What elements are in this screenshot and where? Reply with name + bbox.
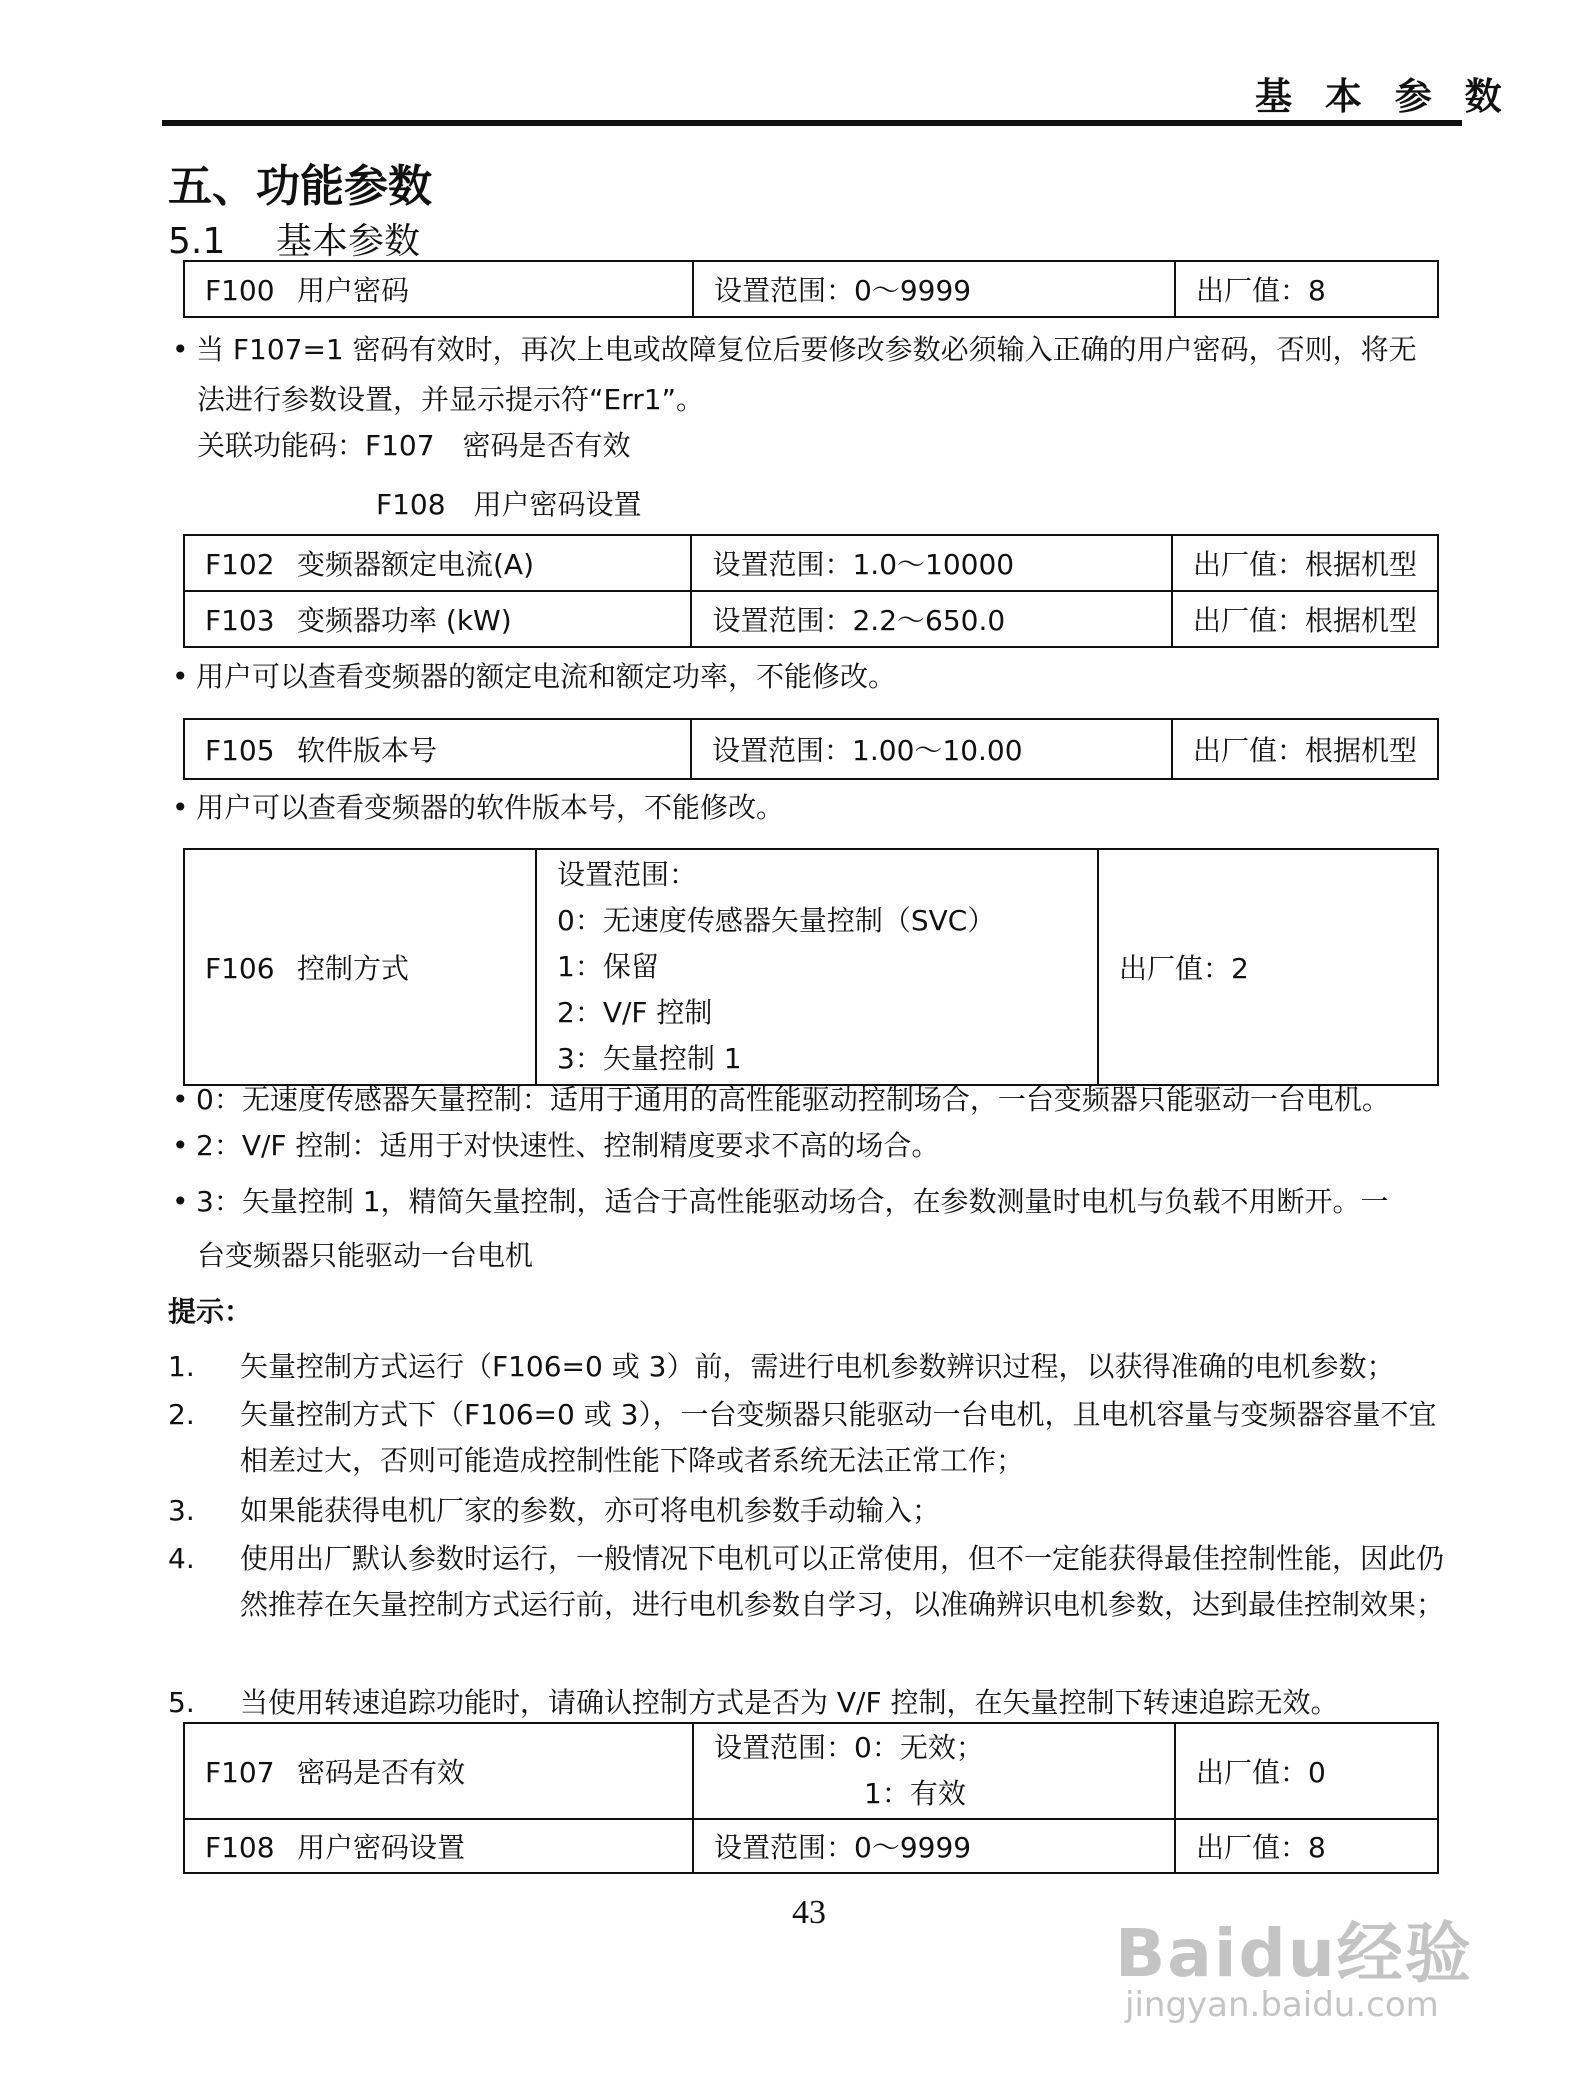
param-default: 出厂值：2: [1098, 849, 1438, 1085]
param-name-cell: [184, 719, 691, 779]
table-row: [184, 261, 1438, 317]
param-default: 出厂值：根据机型: [1172, 535, 1438, 591]
header-divider: [162, 120, 1462, 126]
tip-text: 矢量控制方式下（F106=0 或 3），一台变频器只能驱动一台电机，且电机容量与变频器容量不宜相差过大，否则可能造成控制性能下降或者系统无法正常工作；: [240, 1398, 1437, 1477]
note-text: 用户可以查看变频器的额定电流和额定功率，不能修改。: [196, 660, 897, 693]
tip-text: 如果能获得电机厂家的参数，亦可将电机参数手动输入；: [240, 1494, 941, 1527]
tip-item: [168, 1536, 1458, 1628]
note-f102: • 用户可以查看变频器的额定电流和额定功率，不能修改。: [172, 660, 897, 693]
param-table-f107-f108: [183, 1722, 1439, 1874]
param-code: F108: [205, 1831, 275, 1864]
table-row: [184, 1723, 1438, 1819]
note-text: 3：矢量控制 1，精简矢量控制，适合于高性能驱动场合，在参数测量时电机与负载不用断开。一: [196, 1185, 1389, 1218]
note-f100-line2: 法进行参数设置，并显示提示符“Err1”。: [197, 383, 705, 416]
section-title: 基本参数: [276, 221, 421, 262]
param-range: 设置范围：0～9999: [693, 1819, 1175, 1873]
tip-number: 2.: [168, 1398, 195, 1431]
param-code: F103: [205, 604, 275, 637]
param-table-f102-f103: [183, 534, 1439, 648]
chapter-title: 五、功能参数: [168, 161, 432, 212]
param-name: 软件版本号: [297, 734, 438, 767]
param-code: F105: [205, 734, 275, 767]
note-text: 0：无速度传感器矢量控制：适用于通用的高性能驱动控制场合，一台变频器只能驱动一台电机。: [196, 1083, 1390, 1116]
param-table-f100: [183, 260, 1439, 318]
note-f106-mode3: • 3：矢量控制 1，精简矢量控制，适合于高性能驱动场合，在参数测量时电机与负载不用断开。一: [172, 1185, 1389, 1218]
param-name: 变频器额定电流(A): [297, 548, 535, 581]
param-code: F106: [205, 952, 275, 985]
param-range: 设置范围：1.0～10000: [691, 535, 1172, 591]
tip-number: 1.: [168, 1350, 195, 1383]
tip-item: [168, 1344, 1458, 1390]
param-name-cell: [184, 591, 691, 647]
range-title: 设置范围：: [557, 858, 698, 891]
baidu-watermark-logo: Baidu经验: [1115, 1915, 1473, 1992]
tip-item: [168, 1680, 1458, 1726]
param-default: 出厂值：8: [1175, 261, 1438, 317]
param-table-f105: [183, 718, 1439, 780]
range-option-1: 1：保留: [557, 950, 659, 983]
tip-text: 当使用转速追踪功能时，请确认控制方式是否为 V/F 控制，在矢量控制下转速追踪无效。: [240, 1686, 1339, 1719]
param-range: 设置范围：1.00～10.00: [691, 719, 1172, 779]
param-table-f106: [183, 848, 1439, 1086]
range-option-3: 3：矢量控制 1: [557, 1042, 742, 1075]
param-name-cell: [184, 849, 536, 1085]
note-text: 2：V/F 控制：适用于对快速性、控制精度要求不高的场合。: [196, 1129, 940, 1162]
param-code: F107: [205, 1756, 275, 1789]
range-option-1: 1：有效: [864, 1777, 966, 1810]
tip-number: 4.: [168, 1542, 195, 1575]
table-row: [184, 535, 1438, 591]
tip-item: [168, 1392, 1458, 1484]
param-code: F102: [205, 548, 275, 581]
table-row: [184, 1819, 1438, 1873]
tip-text: 使用出厂默认参数时运行，一般情况下电机可以正常使用，但不一定能获得最佳控制性能，因此仍然推荐在矢量控制方式运行前，进行电机参数自学习，以准确辨识电机参数，达到最佳控制效果；: [240, 1542, 1445, 1621]
param-default: 出厂值：根据机型: [1172, 719, 1438, 779]
tips-title: 提示：: [168, 1295, 253, 1328]
param-range: 设置范围：0～9999: [693, 261, 1175, 317]
param-range-options: [693, 1723, 1175, 1819]
param-name: 控制方式: [297, 952, 410, 985]
param-name: 密码是否有效: [297, 1756, 466, 1789]
section-number: 5.1: [168, 221, 226, 262]
note-f106-mode2: • 2：V/F 控制：适用于对快速性、控制精度要求不高的场合。: [172, 1129, 940, 1162]
param-default: 出厂值：8: [1175, 1819, 1438, 1873]
param-name-cell: [184, 261, 693, 317]
param-range-options: [536, 849, 1098, 1085]
tip-number: 3.: [168, 1494, 195, 1527]
running-header: 基 本 参 数: [1255, 75, 1512, 118]
table-row: [184, 591, 1438, 647]
param-name: 用户密码设置: [297, 1831, 466, 1864]
range-option-2: 2：V/F 控制: [557, 996, 713, 1029]
range-option-0: 0：无速度传感器矢量控制（SVC）: [557, 904, 996, 937]
param-name: 变频器功率 (kW): [297, 604, 512, 637]
param-default: 出厂值：根据机型: [1172, 591, 1438, 647]
note-f100-line1: • 当 F107=1 密码有效时，再次上电或故障复位后要修改参数必须输入正确的用户密码，否则，将无: [172, 333, 1417, 366]
param-code: F100: [205, 274, 275, 307]
section-heading: [168, 213, 420, 264]
note-text: 当 F107=1 密码有效时，再次上电或故障复位后要修改参数必须输入正确的用户密码，否则，将无: [196, 333, 1417, 366]
tip-item: [168, 1488, 1458, 1534]
note-f105: • 用户可以查看变频器的软件版本号，不能修改。: [172, 791, 785, 824]
param-name-cell: [184, 535, 691, 591]
param-range: 设置范围：2.2～650.0: [691, 591, 1172, 647]
param-default: 出厂值：0: [1175, 1723, 1438, 1819]
param-name: 用户密码: [297, 274, 410, 307]
page-number: 43: [792, 1894, 826, 1931]
tip-text: 矢量控制方式运行（F106=0 或 3）前，需进行电机参数辨识过程，以获得准确的电机参数；: [240, 1350, 1395, 1383]
tip-number: 5.: [168, 1686, 195, 1719]
related-codes-label: 关联功能码：F107 密码是否有效: [197, 429, 631, 462]
note-f106-mode0: • 0：无速度传感器矢量控制：适用于通用的高性能驱动控制场合，一台变频器只能驱动一台电机。: [172, 1083, 1390, 1116]
note-f106-mode3-cont: 台变频器只能驱动一台电机: [197, 1239, 534, 1272]
table-row: [184, 719, 1438, 779]
param-name-cell: [184, 1819, 693, 1873]
note-text: 用户可以查看变频器的软件版本号，不能修改。: [196, 791, 785, 824]
table-row: [184, 849, 1438, 1085]
related-code-f108: F108 用户密码设置: [376, 488, 642, 521]
param-name-cell: [184, 1723, 693, 1819]
range-option-0: 设置范围：0：无效；: [714, 1731, 984, 1764]
baidu-watermark-url: jingyan.baidu.com: [1125, 1985, 1439, 2025]
